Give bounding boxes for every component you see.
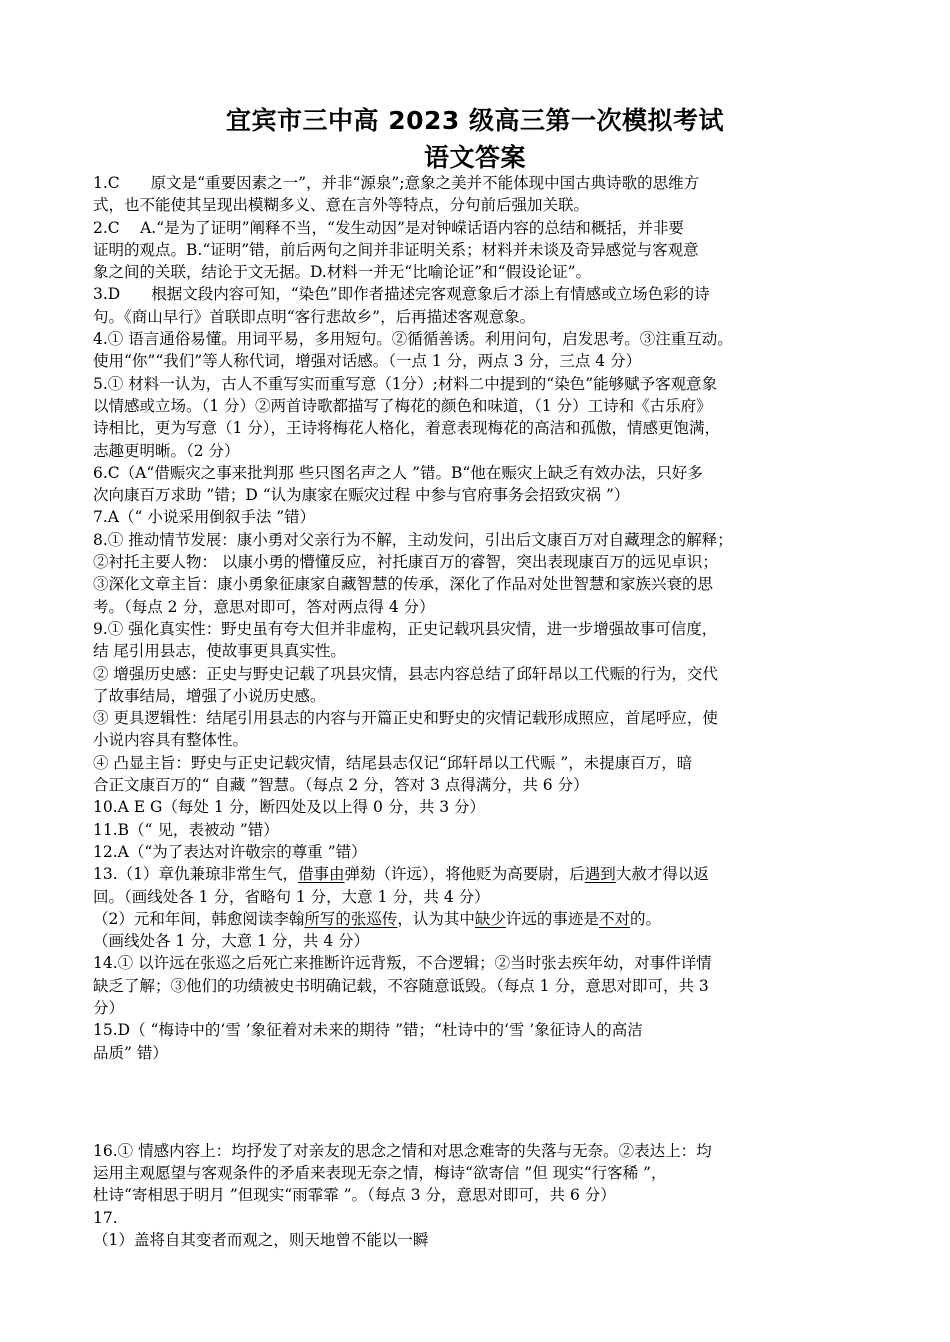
answer-line: 缺乏了解；③他们的功绩被史书明确记载，不容随意诋毁。（每点 1 分，意思对即可，共 3 [93, 976, 709, 995]
answer-line: 象之间的关联，结论于文无据。D.材料一并无“比喻论证”和“假设论证”。 [93, 263, 592, 282]
answer-line: ③深化文章主旨：康小勇象征康家自藏智慧的传承，深化了作品对处世智慧和家族兴衰的思 [93, 575, 714, 594]
answer-line: 考。（每点 2 分，意思对即可，答对两点得 4 分） [93, 597, 435, 616]
answer-line: 2.C A.“是为了证明”阐释不当，“发生动因”是对钟嵘话语内容的总结和概括，并非要 [93, 218, 684, 237]
answer-line: 运用主观愿望与客观条件的矛盾来表现无奈之情，梅诗“欲寄信 ”但 现实“行客稀 ”， [93, 1164, 667, 1183]
answer-line: 8.① 推动情节发展：康小勇对父亲行为不解，主动发问，引出后文康百万对自藏理念的解释； [93, 530, 733, 549]
answer-line: 17. [93, 1208, 118, 1227]
answer-line: 7.A（“ 小说采用倒叙手法 ”错） [93, 508, 316, 527]
answer-line: 9.① 强化真实性：野史虽有夸大但并非虚构，正史记载巩县灾情，进一步增强故事可信度， [93, 619, 718, 638]
blank-gap [93, 1064, 865, 1140]
answer-line: 15.D（ “梅诗中的‘雪 ’象征着对未来的期待 ”错；“杜诗中的‘雪 ’象征诗人的高洁 [93, 1021, 643, 1040]
answer-line: 16.① 情感内容上：均抒发了对亲友的思念之情和对思念难寄的失落与无奈。②表达上：均 [93, 1141, 712, 1160]
answer-line: 证明的观点。B.“证明”错，前后两句之间并非证明关系；材料并未谈及奇异感觉与客观意 [93, 240, 699, 259]
answer-line: 诗相比，更为写意（1 分），王诗将梅花人格化，着意表现梅花的高洁和孤傲，情感更饱满， [93, 419, 721, 438]
underlined-phrase: 不对 [598, 909, 630, 928]
answer-line-q13: 13.（1）章仇兼琼非常生气，借事由弹劾（许远），将他贬为高要尉，后遇到大赦才得以返 [93, 865, 709, 884]
answer-line: （1）盖将自其变者而观之，则天地曾不能以一瞬 [93, 1231, 429, 1250]
answer-line: 结 尾引用县志，使故事更具真实性。 [93, 642, 346, 661]
answer-line: 10.A E G（每处 1 分，断四处及以上得 0 分，共 3 分） [93, 798, 486, 817]
underlined-phrase: 借事由 [298, 865, 345, 884]
exam-subtitle: 语文答案 [423, 143, 526, 172]
answer-line: 小说内容具有整体性。 [93, 731, 249, 750]
answer-line: ② 增强历史感：正史与野史记载了巩县灾情，县志内容总结了邱轩昂以工代赈的行为，交代 [93, 664, 718, 683]
answer-line: 12.A（“为了表达对许敬宗的尊重 ”错） [93, 842, 367, 861]
exam-title: 宜宾市三中高 2023 级高三第一次模拟考试 [226, 106, 724, 135]
answer-line: 了故事结局，增强了小说历史感。 [93, 686, 326, 705]
underlined-phrase: 所写的张巡传 [304, 909, 398, 928]
answer-line: 杜诗“寄相思于明月 ”但现实“雨霏霏 ”。（每点 3 分，意思对即可，共 6 分） [93, 1186, 616, 1205]
answer-line: 合正文康百万的“ 自藏 ”智慧。（每点 2 分，答对 3 点得满分，共 6 分） [93, 776, 589, 795]
answer-line: 回。（画线处各 1 分，省略句 1 分，大意 1 分，共 4 分） [93, 887, 490, 906]
answer-line: 5.① 材料一认为，古人不重写实而重写意（1分）;材料二中提到的“染色”能够赋予客观意象 [93, 374, 718, 393]
answer-body [93, 172, 865, 1251]
answer-line: 4.① 语言通俗易懂。用词平易，多用短句。②循循善诱。利用问句，启发思考。③注重互动。 [93, 330, 733, 349]
answer-line: 分） [93, 998, 125, 1017]
answer-line-q13: （2）元和年间，韩愈阅读李翰所写的张巡传，认为其中缺少许远的事迹是不对的。 [93, 909, 661, 928]
underlined-phrase: 缺少 [474, 909, 506, 928]
answer-line: 以情感或立场。（1 分）②两首诗歌都描写了梅花的颜色和味道，（1 分）工诗和《古乐府》 [93, 396, 712, 415]
answer-line: 句。《商山早行》首联即点明“客行悲故乡”，后再描述客观意象。 [93, 307, 536, 326]
answer-line: 1.C 原文是“重要因素之一”，并非“源泉”;意象之美并不能体现中国古典诗歌的思维方 [93, 174, 700, 192]
underlined-phrase: 遇到 [584, 865, 616, 884]
answer-line: 品质” 错） [93, 1043, 168, 1062]
answer-line: 14.① 以许远在张巡之后死亡来推断许远背叛，不合逻辑；②当时张去疾年幼，对事件详情 [93, 954, 712, 973]
answer-line: ②衬托主要人物： 以康小勇的懵懂反应，衬托康百万的睿智，突出表现康百万的远见卓识； [93, 553, 718, 572]
answer-line: 次向康百万求助 ”错；D “认为康家在赈灾过程 中参与官府事务会招致灾祸 ”） [93, 486, 630, 505]
answer-line: ④ 凸显主旨：野史与正史记载灾情，结尾县志仅记“邱轩昂以工代赈 ”，未提康百万，暗 [93, 753, 693, 772]
answer-line: ③ 更具逻辑性：结尾引用县志的内容与开篇正史和野史的灾情记载形成照应，首尾呼应，使 [93, 709, 718, 728]
answer-line: 志趣更明晰。（2 分） [93, 441, 240, 460]
answer-line: 3.D 根据文段内容可知，“染色”即作者描述完客观意象后才添上有情感或立场色彩的诗 [93, 285, 710, 304]
answer-line: 11.B（“ 见，表被动 ”错） [93, 820, 279, 839]
answer-line: 使用“你”“我们”等人称代词，增强对话感。（一点 1 分，两点 3 分，三点 4 分） [93, 352, 642, 371]
answer-line: 式，也不能使其呈现出模糊多义、意在言外等特点，分句前后强加关联。 [93, 196, 590, 215]
answer-line: 6.C（A“借赈灾之事来批判那 些只图名声之人 ”错。B“他在赈灾上缺乏有效办法，只好多 [93, 463, 703, 482]
answer-line: （画线处各 1 分，大意 1 分，共 4 分） [93, 932, 370, 951]
